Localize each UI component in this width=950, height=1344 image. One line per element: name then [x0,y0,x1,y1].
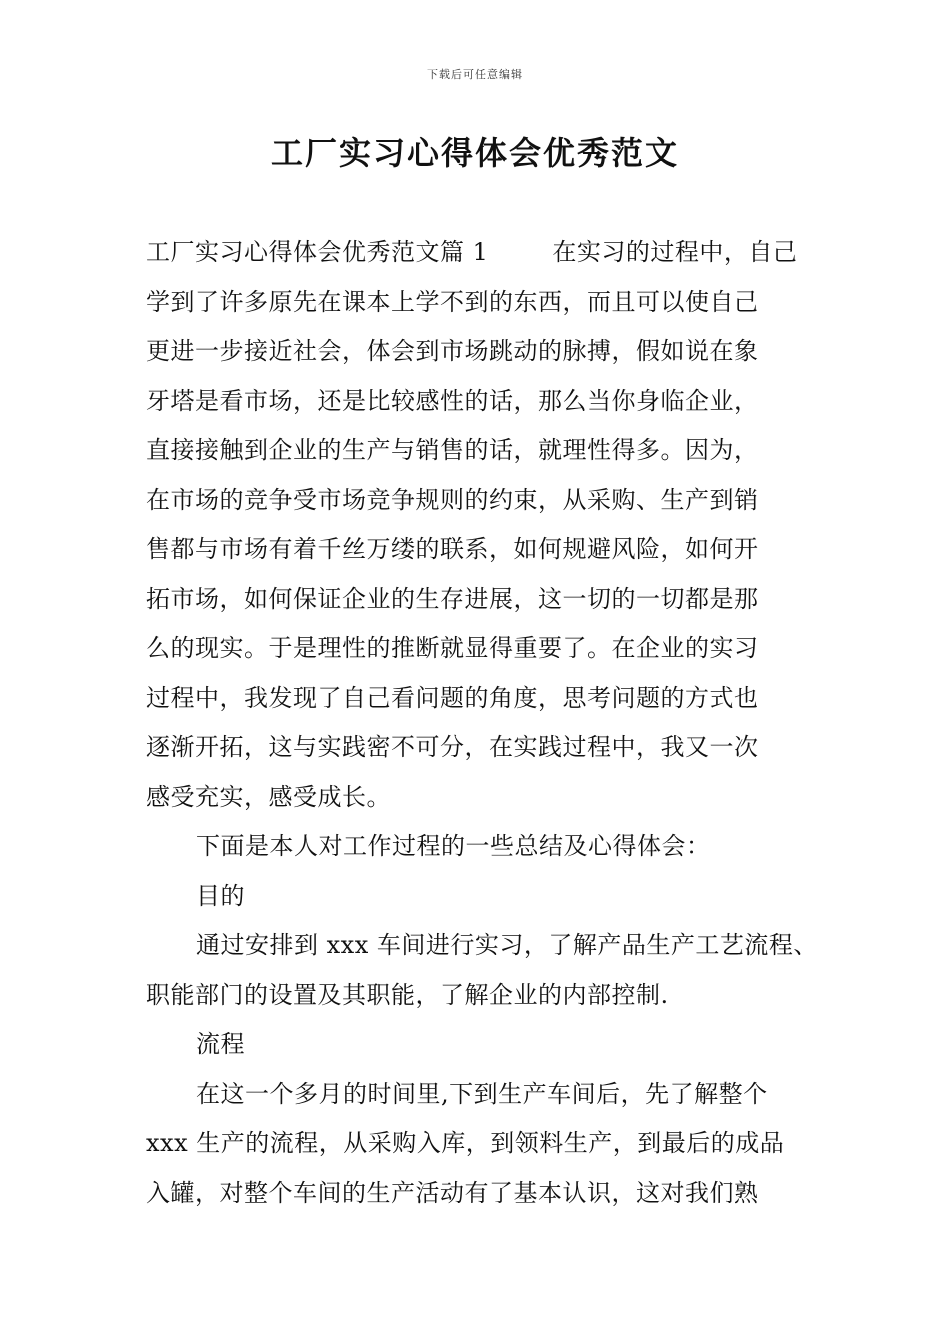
page-title: 工厂实习心得体会优秀范文 [270,134,679,172]
paragraph-line: 拓市场，如何保证企业的生存进展，这一切的一切都是那 [146,584,759,613]
paragraph-line: 直接接触到企业的生产与销售的话，就理性得多。因为， [146,436,759,464]
paragraph-line: 逐渐开拓，这与实践密不可分，在实践过程中，我又一次 [146,733,759,761]
paragraph-line: 牙塔是看市场，还是比较感性的话，那么当你身临企业， [146,386,759,415]
paragraph-line: 学到了许多原先在课本上学不到的东西，而且可以使自己 [146,287,759,316]
paragraph-line: 下面是本人对工作过程的一些总结及心得体会： [196,832,711,860]
paragraph-line: 么的现实。于是理性的推断就显得重要了。在企业的实习 [146,634,759,662]
article-lead: 工厂实习心得体会优秀范文篇 1 [146,238,489,266]
paragraph-line: xxx 生产的流程，从采购入库，到领料生产，到最后的成品 [146,1129,785,1157]
paragraph-line [146,228,814,278]
section-heading-process: 流程 [196,1030,245,1058]
paragraph-line: 在市场的竞争受市场竞争规则的约束，从采购、生产到销 [146,485,759,514]
paragraph-text: 在实习的过程中，自己 [552,238,798,266]
paragraph-line: 更进一步接近社会，体会到市场跳动的脉搏，假如说在象 [146,337,759,365]
paragraph-line: 在这一个多月的时间里,下到生产车间后，先了解整个 [196,1079,768,1108]
paragraph-line: 感受充实，感受成长。 [146,782,391,811]
paragraph-line: 职能部门的设置及其职能，了解企业的内部控制. [146,980,669,1009]
paragraph-line: 过程中，我发现了自己看问题的角度，思考问题的方式也 [146,683,759,712]
document-body [146,228,818,1218]
paragraph-line: 售都与市场有着千丝万缕的联系，如何规避风险，如何开 [146,535,759,563]
paragraph-line: 入罐，对整个车间的生产活动有了基本认识，这对我们熟 [146,1178,759,1207]
header-note: 下载后可任意编辑 [427,68,523,81]
paragraph-line: 通过安排到 xxx 车间进行实习，了解产品生产工艺流程、 [196,931,818,959]
section-heading-purpose: 目的 [196,881,245,910]
